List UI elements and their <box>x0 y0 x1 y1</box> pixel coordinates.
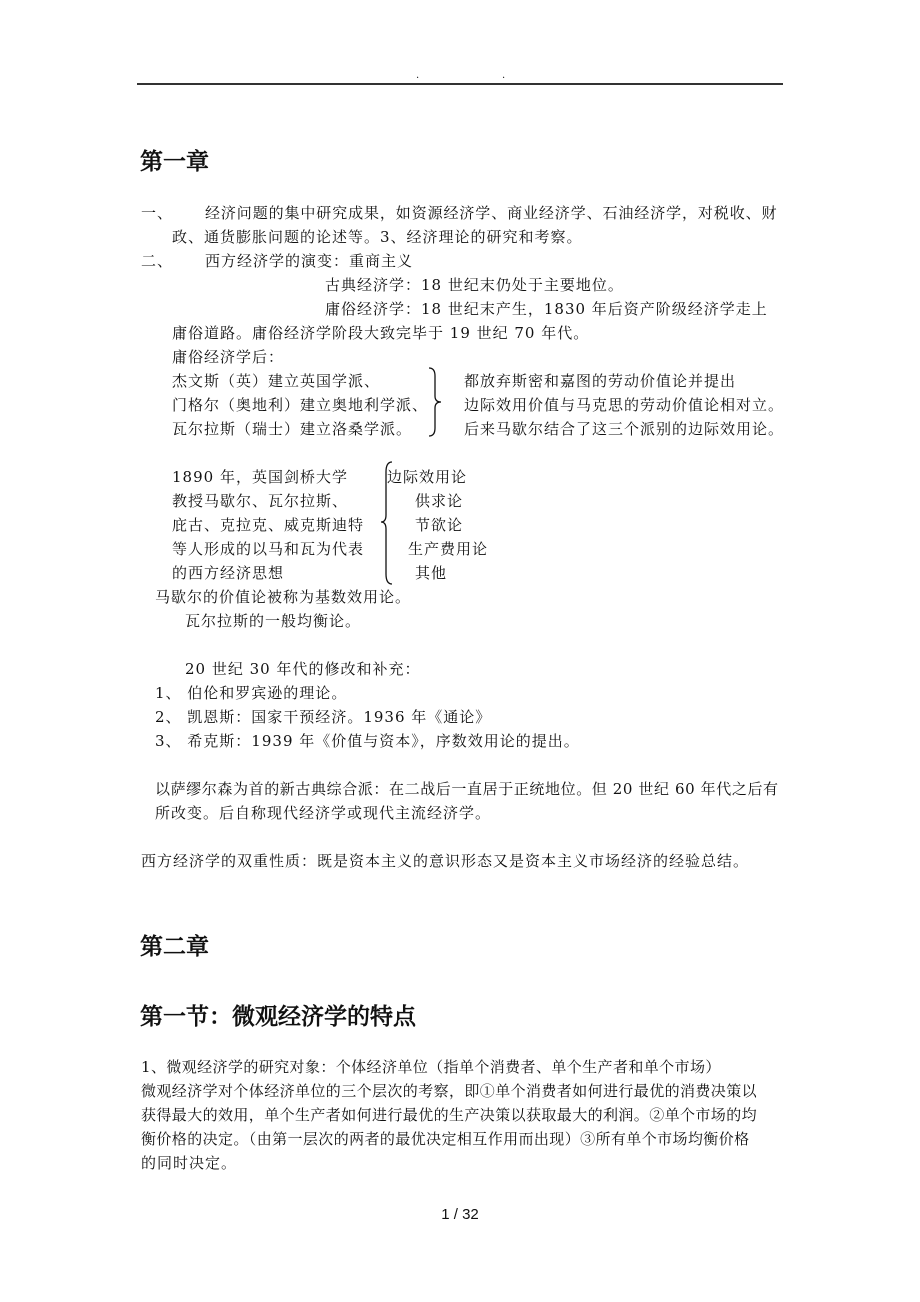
paragraph: 政、通货膨胀问题的论述等。3、经济理论的研究和考察。 <box>172 228 583 246</box>
theory-item: 供求论 <box>415 492 464 510</box>
page-number: 1 / 32 <box>441 1206 479 1223</box>
list-item: 2、 凯恩斯：国家干预经济。1936 年《通论》 <box>155 708 492 726</box>
paragraph: 微观经济学对个体经济单位的三个层次的考察，即①单个消费者如何进行最优的消费决策以 <box>141 1082 758 1100</box>
chapter-1-title: 第一章 <box>140 149 209 175</box>
paragraph: 所改变。后自称现代经济学或现代主流经济学。 <box>155 804 492 822</box>
paragraph: 古典经济学：18 世纪末仍处于主要地位。 <box>325 276 624 294</box>
cambridge-line: 等人形成的以马和瓦为代表 <box>172 540 365 558</box>
chapter-2-title: 第二章 <box>140 934 209 960</box>
paragraph: 1、微观经济学的研究对象：个体经济单位（指单个消费者、单个生产者和单个市场） <box>141 1058 721 1076</box>
paragraph: 获得最大的效用，单个生产者如何进行最优的生产决策以获取最大的利润。②单个市场的均 <box>141 1106 758 1124</box>
school-line: 瓦尔拉斯（瑞士）建立洛桑学派。 <box>172 420 413 438</box>
header-rule <box>137 83 783 85</box>
theory-item: 边际效用论 <box>387 468 468 486</box>
school-note: 都放弃斯密和嘉图的劳动价值论并提出 <box>464 372 737 390</box>
paragraph: 庸俗经济学后： <box>172 348 285 366</box>
paragraph: 以萨缪尔森为首的新古典综合派：在二战后一直居于正统地位。但 20 世纪 60 年代之后有 <box>155 780 779 798</box>
school-line: 门格尔（奥地利）建立奥地利学派、 <box>172 396 429 414</box>
list-num: 二、 <box>141 252 174 270</box>
cambridge-line: 的西方经济思想 <box>172 564 285 582</box>
list-item: 3、 希克斯：1939 年《价值与资本》，序数效用论的提出。 <box>155 732 580 750</box>
paragraph: 西方经济学的双重性质：既是资本主义的意识形态又是资本主义市场经济的经验总结。 <box>141 852 750 870</box>
paragraph: 衡价格的决定。（由第一层次的两者的最优决定相互作用而出现）③所有单个市场均衡价格 <box>141 1130 750 1148</box>
school-line: 杰文斯（英）建立英国学派、 <box>172 372 381 390</box>
cambridge-line: 庇古、克拉克、威克斯迪特 <box>172 516 365 534</box>
list-item: 1、 伯伦和罗宾逊的理论。 <box>155 684 348 702</box>
paragraph: 马歇尔的价值论被称为基数效用论。 <box>155 588 412 606</box>
section-title: 第一节：微观经济学的特点 <box>140 1004 416 1030</box>
paragraph: 庸俗道路。庸俗经济学阶段大致完毕于 19 世纪 70 年代。 <box>172 324 590 342</box>
paragraph: 西方经济学的演变：重商主义 <box>205 252 414 270</box>
list-num: 一、 <box>141 204 174 222</box>
theory-item: 其他 <box>415 564 448 582</box>
paragraph: 庸俗经济学：18 世纪末产生，1830 年后资产阶级经济学走上 <box>325 300 768 318</box>
school-note: 后来马歇尔结合了这三个派别的边际效用论。 <box>464 420 785 438</box>
right-brace-icon <box>426 366 444 438</box>
paragraph: 瓦尔拉斯的一般均衡论。 <box>185 612 362 630</box>
header-dot: . <box>416 70 420 81</box>
paragraph: 经济问题的集中研究成果，如资源经济学、商业经济学、石油经济学，对税收、财 <box>205 204 778 222</box>
theory-item: 生产费用论 <box>408 540 489 558</box>
school-note: 边际效用价值与马克思的劳动价值论相对立。 <box>464 396 785 414</box>
paragraph: 20 世纪 30 年代的修改和补充： <box>185 660 421 678</box>
header-dot: . <box>502 70 506 81</box>
paragraph: 的同时决定。 <box>141 1154 238 1172</box>
theory-item: 节欲论 <box>415 516 464 534</box>
cambridge-line: 1890 年，英国剑桥大学 <box>172 468 348 486</box>
cambridge-line: 教授马歇尔、瓦尔拉斯、 <box>172 492 349 510</box>
